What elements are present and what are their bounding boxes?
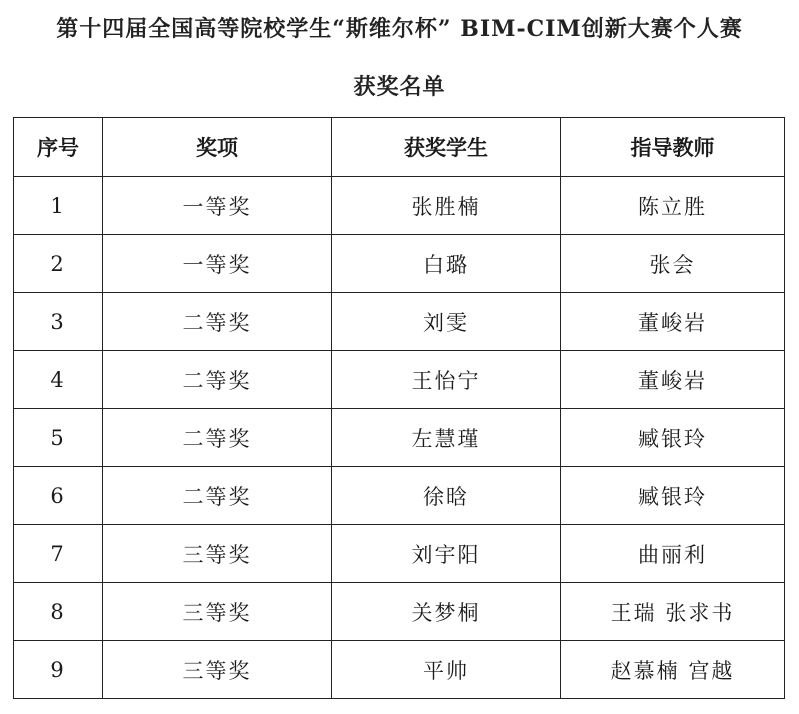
document-title: 第十四届全国高等院校学生“斯维尔杯” BIM-CIM创新大赛个人赛 — [56, 16, 743, 42]
cell-advisor: 董峻岩 — [561, 293, 785, 351]
cell-number: 3 — [14, 293, 103, 351]
cell-student: 平帅 — [332, 641, 561, 699]
cell-award: 二等奖 — [103, 409, 332, 467]
cell-award: 二等奖 — [103, 467, 332, 525]
table-row — [14, 351, 785, 409]
cell-advisor: 陈立胜 — [561, 177, 785, 235]
cell-award: 一等奖 — [103, 235, 332, 293]
table-row — [14, 409, 785, 467]
cell-advisor: 曲丽利 — [561, 525, 785, 583]
table-row — [14, 467, 785, 525]
cell-advisor: 赵慕楠 宫越 — [561, 641, 785, 699]
cell-student: 徐晗 — [332, 467, 561, 525]
cell-number: 9 — [14, 641, 103, 699]
cell-student: 关梦桐 — [332, 583, 561, 641]
table-row — [14, 177, 785, 235]
cell-award: 二等奖 — [103, 293, 332, 351]
cell-advisor: 臧银玲 — [561, 409, 785, 467]
cell-student: 王怡宁 — [332, 351, 561, 409]
cell-award: 二等奖 — [103, 351, 332, 409]
cell-student: 刘宇阳 — [332, 525, 561, 583]
cell-number: 6 — [14, 467, 103, 525]
header-award: 奖项 — [103, 118, 332, 177]
cell-number: 4 — [14, 351, 103, 409]
cell-student: 白璐 — [332, 235, 561, 293]
cell-student: 张胜楠 — [332, 177, 561, 235]
cell-number: 8 — [14, 583, 103, 641]
table-row — [14, 641, 785, 699]
cell-number: 2 — [14, 235, 103, 293]
table-row — [14, 583, 785, 641]
table-header-row — [14, 118, 785, 177]
cell-advisor: 王瑞 张求书 — [561, 583, 785, 641]
cell-award: 一等奖 — [103, 177, 332, 235]
cell-number: 5 — [14, 409, 103, 467]
cell-advisor: 臧银玲 — [561, 467, 785, 525]
cell-award: 三等奖 — [103, 583, 332, 641]
award-table — [13, 117, 785, 699]
cell-advisor: 董峻岩 — [561, 351, 785, 409]
cell-advisor: 张会 — [561, 235, 785, 293]
table-row — [14, 293, 785, 351]
cell-number: 7 — [14, 525, 103, 583]
header-number: 序号 — [14, 118, 103, 177]
cell-student: 左慧瑾 — [332, 409, 561, 467]
cell-number: 1 — [14, 177, 103, 235]
header-student: 获奖学生 — [332, 118, 561, 177]
cell-award: 三等奖 — [103, 641, 332, 699]
cell-award: 三等奖 — [103, 525, 332, 583]
table-row — [14, 235, 785, 293]
header-advisor: 指导教师 — [561, 118, 785, 177]
cell-student: 刘雯 — [332, 293, 561, 351]
table-row — [14, 525, 785, 583]
document-subtitle: 获奖名单 — [353, 74, 446, 100]
